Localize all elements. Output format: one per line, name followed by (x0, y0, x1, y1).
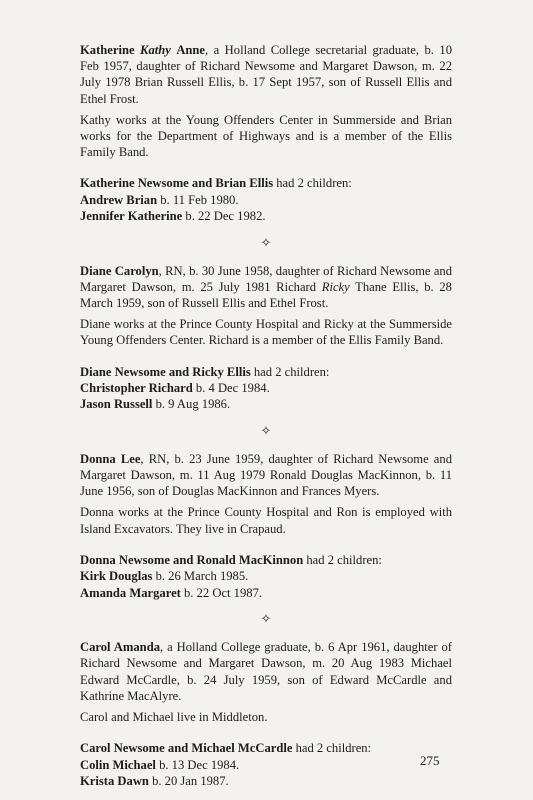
child-item: Jason Russell b. 9 Aug 1986. (80, 397, 231, 412)
child-name: Amanda Margaret (80, 585, 181, 600)
separator-icon: ✧ (260, 611, 272, 627)
couple-names: Carol Newsome and Michael McCardle (80, 741, 293, 756)
separator-icon: ✧ (260, 234, 272, 250)
person-nickname: Kathy (140, 43, 171, 57)
note-paragraph: Kathy works at the Young Offenders Center in Summerside and Brian works for the Department of Highways and is a member of the Ellis Family Band. (80, 112, 452, 160)
bio-text: , a Holland College secretarial graduate, b. 10 Feb 1957, daughter of Richard Newsome and Margaret Dawson, m. 22 July 1978 Brian Russell Ellis, b. 17 Sept 1957, son of Russell Ellis and Ethel Frost. (80, 43, 452, 106)
person-name: Carol Amanda (80, 640, 160, 655)
child-name: Colin Michael (80, 757, 156, 772)
page-number: 275 (420, 753, 440, 768)
person-name: Anne (176, 43, 206, 57)
person-nickname: Ricky (321, 279, 350, 294)
couple-names: Donna Newsome and Ronald MacKinnon (80, 552, 304, 567)
bio-paragraph: Diane Carolyn, RN, b. 30 June 1958, daughter of Richard Newsome and Margaret Dawson, m. 25 July 1981 Richard Ricky Thane Ellis, b. 28 March 1959, son of Russell Ellis and Ethel Frost. (80, 263, 453, 311)
person-name: Katherine (80, 43, 135, 57)
note-paragraph: Diane works at the Prince County Hospital and Ricky at the Summerside Young Offenders Center. Richard is a member of the Ellis Family Band. (80, 317, 452, 348)
note-paragraph: Carol and Michael live in Middleton. (80, 709, 268, 724)
child-item: Kirk Douglas b. 26 March 1985. (80, 569, 249, 584)
child-name: Krista Dawn (80, 773, 149, 788)
person-name: Diane Carolyn (80, 263, 159, 278)
child-name: Jason Russell (80, 397, 153, 412)
children-list (80, 175, 452, 224)
child-item: Krista Dawn b. 20 Jan 1987. (80, 773, 229, 788)
children-list (80, 740, 452, 789)
bio-paragraph: Donna Lee, RN, b. 23 June 1959, daughter of Richard Newsome and Margaret Dawson, m. 11 Aug 1979 Ronald Douglas MacKinnon, b. 11 June 1956, son of Douglas MacKinnon and Frances Myers. (80, 451, 452, 499)
bio-paragraph: Carol Amanda, a Holland College graduate, b. 6 Apr 1961, daughter of Richard Newsome and Margaret Dawson, m. 20 Aug 1983 Michael Edward McCardle, b. 24 July 1959, son of Edward McCardle and Kathrine MacAlyre. (80, 640, 452, 703)
couple-line: Katherine Newsome and Brian Ellis had 2 children: (80, 176, 352, 191)
child-name: Andrew Brian (80, 192, 158, 207)
child-name: Christopher Richard (80, 381, 193, 396)
entry-carol (80, 639, 452, 789)
couple-line: Carol Newsome and Michael McCardle had 2 children: (80, 741, 372, 756)
genealogy-text (80, 42, 452, 789)
child-item: Jennifer Katherine b. 22 Dec 1982. (80, 209, 266, 224)
couple-line: Diane Newsome and Ricky Ellis had 2 children: (80, 364, 330, 379)
entry-donna (80, 451, 452, 601)
person-name: Donna Lee (80, 451, 141, 466)
couple-names: Diane Newsome and Ricky Ellis (80, 364, 251, 379)
entry-diane (80, 263, 452, 413)
children-list (80, 552, 452, 601)
note-paragraph: Donna works at the Prince County Hospital and Ron is employed with Island Excavators. They live in Crapaud. (80, 505, 452, 536)
couple-names: Katherine Newsome and Brian Ellis (80, 176, 274, 191)
child-name: Jennifer Katherine (80, 209, 183, 224)
child-item: Colin Michael b. 13 Dec 1984. (80, 757, 240, 772)
child-item: Amanda Margaret b. 22 Oct 1987. (80, 585, 263, 600)
bio-paragraph (80, 42, 452, 107)
entry-katherine (80, 42, 452, 225)
child-item: Christopher Richard b. 4 Dec 1984. (80, 381, 270, 396)
child-name: Kirk Douglas (80, 569, 153, 584)
separator-icon: ✧ (260, 422, 272, 438)
couple-line: Donna Newsome and Ronald MacKinnon had 2 children: (80, 552, 382, 567)
children-list (80, 364, 452, 413)
child-item: Andrew Brian b. 11 Feb 1980. (80, 192, 239, 207)
